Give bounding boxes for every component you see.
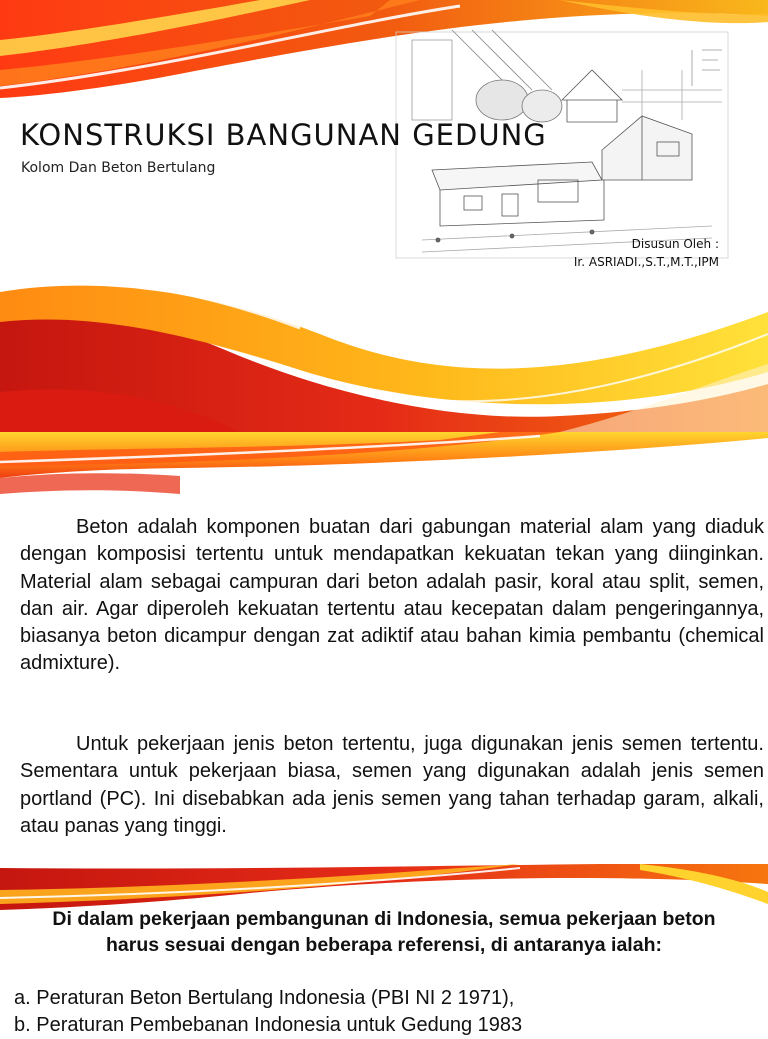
slide-title: KONSTRUKSI BANGUNAN GEDUNG (20, 118, 547, 152)
references-heading: Di dalam pekerjaan pembangunan di Indonesia, semua pekerjaan beton harus sesuai dengan beberapa referensi, di antaranya ialah: (52, 908, 716, 956)
bottom-swoosh-decoration (0, 272, 768, 432)
slide-subtitle: Kolom Dan Beton Bertulang (21, 160, 216, 176)
references-list (14, 985, 522, 1039)
content-slide-references (0, 864, 768, 1036)
header-swoosh-decoration (0, 432, 768, 502)
author-name: Ir. ASRIADI.,S.T.,M.T.,IPM (573, 255, 719, 269)
list-item: b. Peraturan Pembebanan Indonesia untuk Gedung 1983 (14, 1014, 523, 1036)
list-item: a. Peraturan Beton Bertulang Indonesia (PBI NI 2 1971), (14, 987, 515, 1009)
content-slide-beton (0, 432, 768, 864)
author-label: Disusun Oleh : (631, 237, 719, 251)
paragraph-cement-types: Untuk pekerjaan jenis beton tertentu, juga digunakan jenis semen tertentu. Sementara untuk pekerjaan biasa, semen yang digunakan adalah jenis semen portland (PC). Ini disebabkan ada jenis semen yang tahan terhadap garam, alkali, atau panas yang tinggi. (20, 733, 764, 837)
title-slide (0, 0, 768, 432)
paragraph-definition: Beton adalah komponen buatan dari gabungan material alam yang diaduk dengan komposisi tertentu untuk mendapatkan kekuatan tekan yang diinginkan. Material alam sebagai campuran dari beton adalah pasir, koral atau split, semen, dan air. Agar diperoleh kekuatan tertentu atau kecepatan dalam pengeringannya, biasanya beton dicampur dengan zat adiktif atau bahan kimia pembantu (chemical admixture). (20, 516, 764, 675)
